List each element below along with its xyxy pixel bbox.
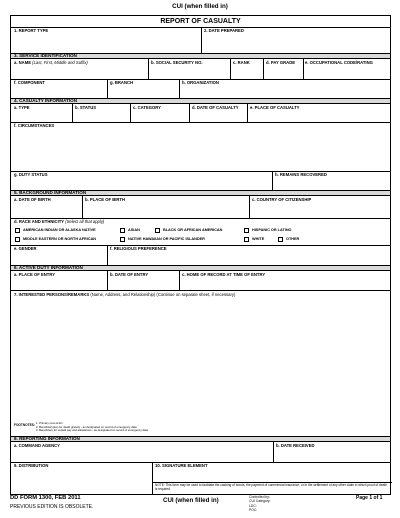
section-8-title: 8. REPORTING INFORMATION [14,436,80,441]
section-4-title: 4. CASUALTY INFORMATION [14,98,78,103]
checkbox-american-indian[interactable] [15,228,20,233]
pay-grade-field[interactable]: d. PAY GRADE [266,60,296,65]
option-hispanic-label: HISPANIC OR LATINO [252,228,292,232]
option-black-label: BLACK OR AFRICAN AMERICAN [163,228,223,232]
option-white-label: WHITE [252,237,265,241]
race-ethnicity-label: d. RACE AND ETHNICITY (Select all that apply) [14,219,105,224]
form-note: NOTE: This form may be used to facilitate the cashing of bonds, the payment of commercial insurance, or in the settlement of any other claim in which proof of death is required. [155,483,388,491]
date-of-birth-field[interactable]: a. DATE OF BIRTH [14,197,51,202]
option-middle-eastern-label: MIDDLE EASTERN OR NORTH AFRICAN [23,237,97,241]
place-of-entry-field[interactable]: a. PLACE OF ENTRY [14,272,56,277]
cui-footer: CUI (when filled in) [163,497,219,504]
option-american-indian-label: AMERICAN INDIAN OR ALASKA NATIVE [23,228,96,232]
checkbox-asian[interactable] [120,228,125,233]
report-type-field[interactable]: 1. REPORT TYPE [14,28,49,33]
branch-field[interactable]: g. BRANCH [110,80,134,85]
name-field[interactable]: a. NAME (Last, First, Middle and Suffix) [14,60,88,65]
interested-persons-remarks-field[interactable]: 7. INTERESTED PERSONS/REMARKS (Name, Address, and Relationship) (Continue on separate sheet, if necessary) [14,292,236,297]
date-prepared-field[interactable]: 2. DATE PREPARED [204,28,244,33]
date-of-casualty-field[interactable]: d. DATE OF CASUALTY [192,105,239,110]
religious-preference-field[interactable]: f. RELIGIOUS PREFERENCE [110,246,167,251]
occupational-code-field[interactable]: e. OCCUPATIONAL CODE/RATING [305,60,373,65]
rank-field[interactable]: c. RANK [233,60,250,65]
country-of-citizenship-field[interactable]: c. COUNTRY OF CITIZENSHIP [252,197,312,202]
form-number: DD FORM 1300, FEB 2011 [10,495,81,501]
distribution-field[interactable]: 9. DISTRIBUTION [14,463,49,468]
footnote-2: 2. Beneficiary(ies) for death gratuity - as designated on record of emergency data [36,424,137,429]
section-6-title: 6. ACTIVE DUTY INFORMATION [14,265,83,270]
status-field[interactable]: b. STATUS [75,105,97,110]
category-field[interactable]: c. CATEGORY [133,105,161,110]
checkbox-hispanic[interactable] [244,228,249,233]
option-asian-label: ASIAN [128,228,140,232]
footnote-1: 1. Primary next-of-kin [36,421,63,425]
form-frame [10,15,391,495]
checkbox-other[interactable] [278,237,283,242]
signature-element-field[interactable]: 10. SIGNATURE ELEMENT [155,463,208,468]
ssn-field[interactable]: b. SOCIAL SECURITY NO. [151,60,203,65]
gender-field[interactable]: e. GENDER [14,246,37,251]
checkbox-native-hawaiian[interactable] [120,237,125,242]
checkbox-white[interactable] [244,237,249,242]
section-5-title: 5. BACKGROUND INFORMATION [14,190,87,195]
place-of-birth-field[interactable]: b. PLACE OF BIRTH [85,197,126,202]
form-title: REPORT OF CASUALTY [160,18,241,25]
circumstances-field[interactable]: f. CIRCUMSTANCES [14,123,55,128]
section-3-title: 3. SERVICE IDENTIFICATION [14,53,77,58]
cui-header: CUI (when filled in) [172,3,228,10]
organization-field[interactable]: h. ORGANIZATION [182,80,219,85]
option-native-hawaiian-label: NATIVE HAWAIIAN OR PACIFIC ISLANDER [128,237,205,241]
command-agency-field[interactable]: a. COMMAND AGENCY [14,443,60,448]
checkbox-middle-eastern[interactable] [15,237,20,242]
date-of-entry-field[interactable]: b. DATE OF ENTRY [110,272,149,277]
date-received-field[interactable]: b. DATE RECEIVED [276,443,315,448]
remains-recovered-field[interactable]: h. REMAINS RECOVERED [275,172,327,177]
checkbox-black[interactable] [155,228,160,233]
footnote-3: 3. Beneficiary for unpaid pay and allowances - as designated on record of emergency data [36,428,148,433]
option-other-label: OTHER [286,237,300,241]
controlled-by-block: Controlled by: CUI Category: LDC: POC: [249,495,271,512]
component-field[interactable]: f. COMPONENT [14,80,45,85]
page-indicator: Page 1 of 1 [356,495,383,501]
place-of-casualty-field[interactable]: e. PLACE OF CASUALTY [250,105,300,110]
footnotes-label: FOOTNOTES: [14,423,35,427]
duty-status-field[interactable]: g. DUTY STATUS [14,172,48,177]
type-field[interactable]: a. TYPE [14,105,30,110]
home-of-record-field[interactable]: c. HOME OF RECORD AT TIME OF ENTRY [182,272,266,277]
previous-edition-note: PREVIOUS EDITION IS OBSOLETE. [10,504,94,510]
